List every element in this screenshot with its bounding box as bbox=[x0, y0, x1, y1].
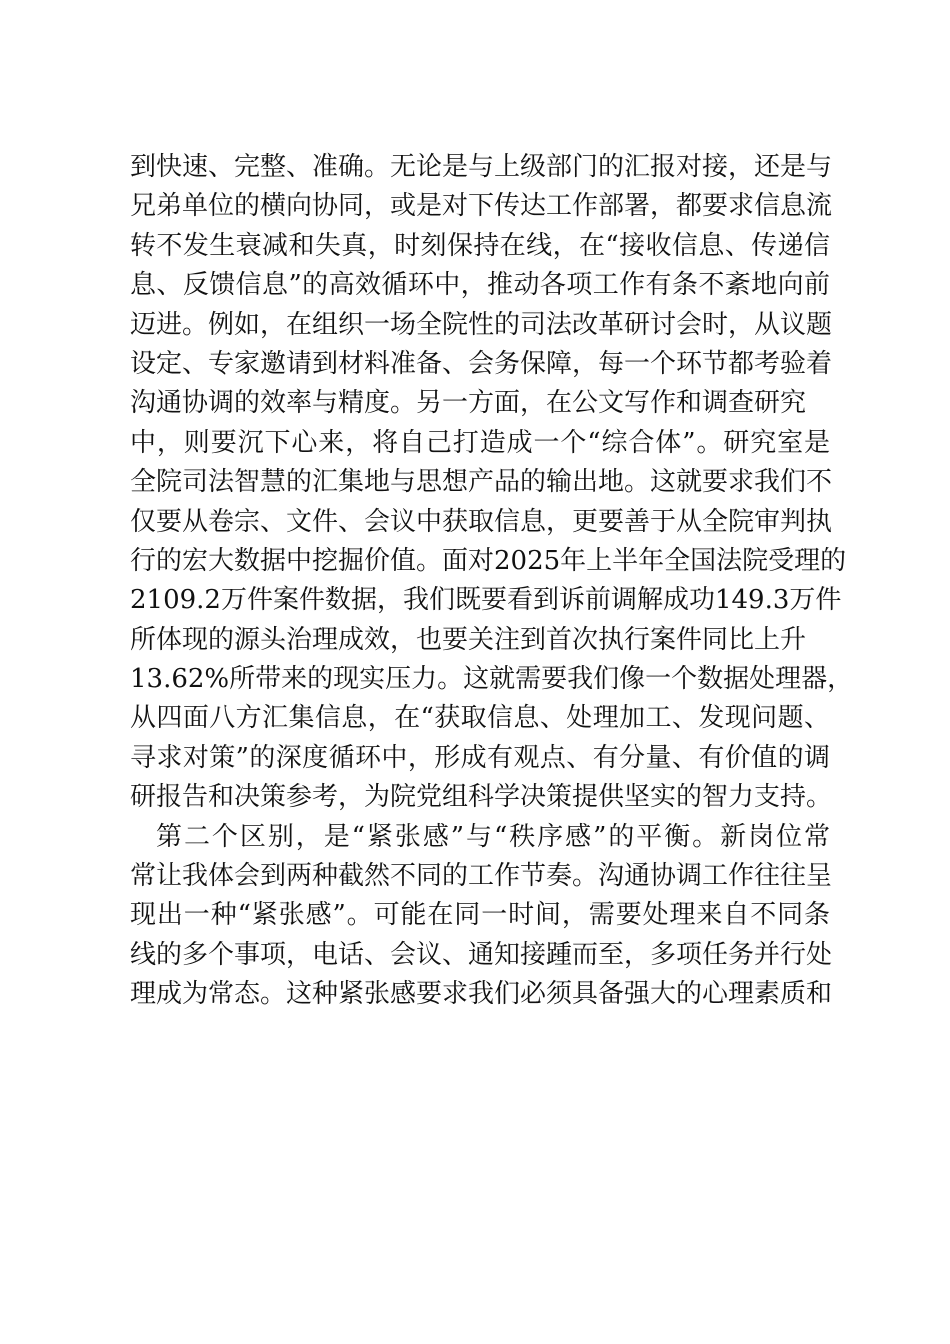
text-line: 息、反馈信息”的高效循环中，推动各项工作有条不紊地向前 bbox=[130, 270, 830, 301]
text-line: 13.62%所带来的现实压力。这就需要我们像一个数据处理器， bbox=[130, 664, 854, 695]
text-line: 2109.2万件案件数据，我们既要看到诉前调解成功149.3万件 bbox=[130, 585, 842, 616]
text-line: 所体现的源头治理成效，也要关注到首次执行案件同比上升 bbox=[130, 624, 807, 655]
text-line: 现出一种“紧张感”。可能在同一时间，需要处理来自不同条 bbox=[130, 900, 830, 931]
text-line: 理成为常态。这种紧张感要求我们必须具备强大的心理素质和 bbox=[130, 979, 833, 1010]
text-line: 仅要从卷宗、文件、会议中获取信息，更要善于从全院审判执 bbox=[130, 506, 833, 537]
paragraph-start-line: 第二个区别，是“紧张感”与“秩序感”的平衡。新岗位常 bbox=[156, 821, 830, 852]
text-line: 设定、专家邀请到材料准备、会务保障，每一个环节都考验着 bbox=[130, 348, 833, 379]
text-line: 行的宏大数据中挖掘价值。面对2025年上半年全国法院受理的 bbox=[130, 545, 847, 576]
body-text bbox=[130, 148, 854, 1015]
text-line: 线的多个事项，电话、会议、通知接踵而至，多项任务并行处 bbox=[130, 939, 833, 970]
text-line: 到快速、完整、准确。无论是与上级部门的汇报对接，还是与 bbox=[130, 152, 833, 182]
text-line: 迈进。例如，在组织一场全院性的司法改革研讨会时，从议题 bbox=[130, 309, 833, 340]
text-line: 常让我体会到两种截然不同的工作节奏。沟通协调工作往往呈 bbox=[130, 861, 833, 892]
text-line: 兄弟单位的横向协同，或是对下传达工作部署，都要求信息流 bbox=[130, 191, 833, 222]
text-line: 沟通协调的效率与精度。另一方面，在公文写作和调查研究 bbox=[130, 388, 807, 419]
text-line: 中，则要沉下心来，将自己打造成一个“综合体”。研究室是 bbox=[130, 427, 830, 458]
text-line: 全院司法智慧的汇集地与思想产品的输出地。这就要求我们不 bbox=[130, 467, 833, 498]
text-line: 转不发生衰减和失真，时刻保持在线，在“接收信息、传递信 bbox=[130, 230, 830, 261]
paragraph-end-line: 研报告和决策参考，为院党组科学决策提供坚实的智力支持。 bbox=[130, 782, 833, 813]
text-line: 寻求对策”的深度循环中，形成有观点、有分量、有价值的调 bbox=[130, 742, 830, 773]
text-line: 从四面八方汇集信息，在“获取信息、处理加工、发现问题、 bbox=[130, 703, 830, 734]
